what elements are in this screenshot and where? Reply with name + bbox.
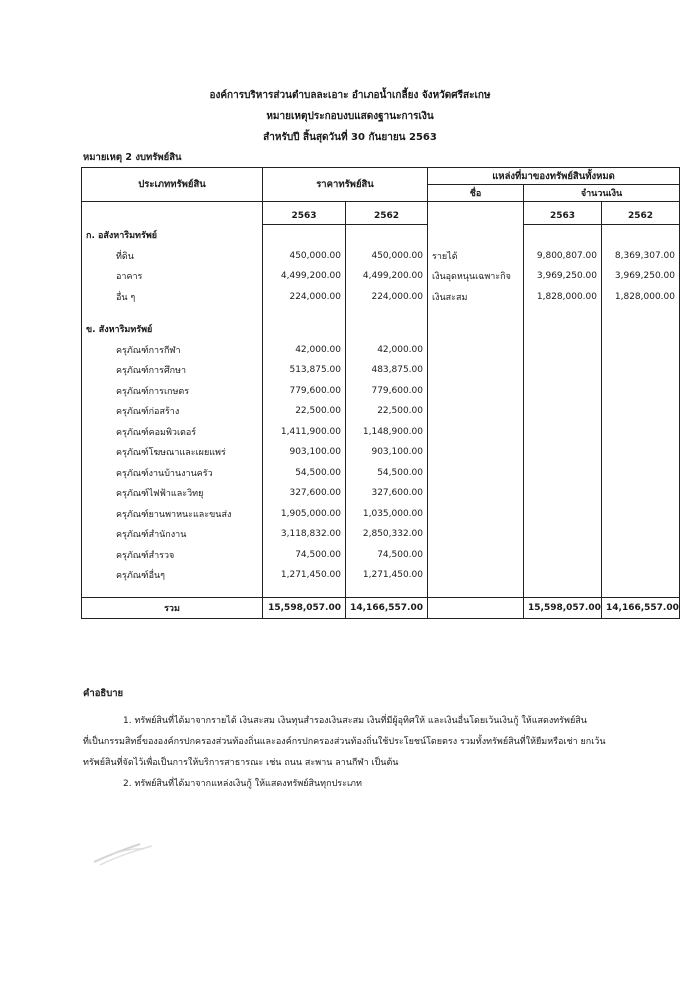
source-name <box>428 524 524 545</box>
year-2563-amount: 2563 <box>524 208 602 225</box>
source-amount-2562: 8,369,307.00 <box>602 246 680 267</box>
asset-value-2562: 1,148,900.00 <box>346 422 428 443</box>
source-amount-2563 <box>524 545 602 566</box>
header-asset-type: ประเภททรัพย์สิน <box>82 168 263 202</box>
asset-label: ครุภัณฑ์ไฟฟ้าและวิทยุ <box>82 483 263 504</box>
header-source-all: แหล่งที่มาของทรัพย์สินทั้งหมด <box>428 168 680 185</box>
source-amount-2562 <box>602 545 680 566</box>
asset-value-2563: 1,271,450.00 <box>263 565 346 586</box>
table-row <box>82 524 680 545</box>
source-name <box>428 340 524 361</box>
year-2563-value: 2563 <box>263 208 346 225</box>
explanation-p2: 2. ทรัพย์สินที่ได้มาจากแหล่งเงินกู้ ให้แสดงทรัพย์สินทุกประเภท <box>123 779 362 789</box>
explanation-p1-line2: ที่เป็นกรรมสิทธิ์ขององค์กรปกครองส่วนท้องถิ่นและองค์กรปกครองส่วนท้องถิ่นใช้ประโยชน์โดยตรง รวมทั้งทรัพย์สินที่ให้ยืมหรือเช่า ยกเว้น <box>83 737 606 747</box>
year-row <box>82 208 680 225</box>
source-amount-2563 <box>524 463 602 484</box>
asset-value-2562: 22,500.00 <box>346 401 428 422</box>
header-asset-value: ราคาทรัพย์สิน <box>263 168 428 202</box>
source-amount-2562 <box>602 340 680 361</box>
asset-value-2563: 22,500.00 <box>263 401 346 422</box>
total-amount-2563: 15,598,057.00 <box>524 597 602 618</box>
table-row <box>82 545 680 566</box>
source-amount-2562 <box>602 463 680 484</box>
total-row <box>82 597 680 618</box>
asset-label: ครุภัณฑ์อื่นๆ <box>82 565 263 586</box>
source-amount-2563 <box>524 360 602 381</box>
source-name <box>428 442 524 463</box>
source-name <box>428 565 524 586</box>
asset-value-2563: 4,499,200.00 <box>263 266 346 287</box>
asset-label: ครุภัณฑ์การศึกษา <box>82 360 263 381</box>
total-value-2563: 15,598,057.00 <box>263 597 346 618</box>
table-row <box>82 422 680 443</box>
explanation-title: คำอธิบาย <box>83 688 124 699</box>
org-title: องค์การบริหารส่วนตำบลละเอาะ อำเภอน้ำเกลี้ยง จังหวัดศรีสะเกษ <box>209 90 491 101</box>
source-name <box>428 401 524 422</box>
asset-value-2562: 2,850,332.00 <box>346 524 428 545</box>
source-name <box>428 504 524 525</box>
header-amount: จำนวนเงิน <box>524 185 680 202</box>
source-amount-2563 <box>524 381 602 402</box>
source-amount-2563: 3,969,250.00 <box>524 266 602 287</box>
table-row <box>82 483 680 504</box>
source-amount-2562: 1,828,000.00 <box>602 287 680 308</box>
table-row <box>82 246 680 267</box>
table-row <box>82 442 680 463</box>
table-row <box>82 401 680 422</box>
asset-value-2563: 450,000.00 <box>263 246 346 267</box>
source-amount-2563: 1,828,000.00 <box>524 287 602 308</box>
source-amount-2563 <box>524 483 602 504</box>
total-amount-2562: 14,166,557.00 <box>602 597 680 618</box>
asset-value-2562: 74,500.00 <box>346 545 428 566</box>
asset-label: ที่ดิน <box>82 246 263 267</box>
asset-label: ครุภัณฑ์สำนักงาน <box>82 524 263 545</box>
source-name: เงินอุดหนุนเฉพาะกิจ <box>428 266 524 287</box>
source-amount-2562 <box>602 360 680 381</box>
source-amount-2563 <box>524 504 602 525</box>
asset-label: ครุภัณฑ์การเกษตร <box>82 381 263 402</box>
explanation-p1-line1: 1. ทรัพย์สินที่ได้มาจากรายได้ เงินสะสม เงินทุนสำรองเงินสะสม เงินที่มีผู้อุทิศให้ และเงินอื่นโดยเว้นเงินกู้ ให้แสดงทรัพย์สิน <box>123 716 587 726</box>
source-amount-2563: 9,800,807.00 <box>524 246 602 267</box>
asset-label: อาคาร <box>82 266 263 287</box>
source-amount-2563 <box>524 340 602 361</box>
asset-value-2563: 224,000.00 <box>263 287 346 308</box>
asset-value-2562: 224,000.00 <box>346 287 428 308</box>
source-name <box>428 422 524 443</box>
source-amount-2562 <box>602 401 680 422</box>
table-row <box>82 266 680 287</box>
asset-value-2562: 779,600.00 <box>346 381 428 402</box>
asset-value-2563: 54,500.00 <box>263 463 346 484</box>
asset-value-2563: 903,100.00 <box>263 442 346 463</box>
table-row <box>82 340 680 361</box>
asset-value-2563: 74,500.00 <box>263 545 346 566</box>
asset-value-2562: 1,035,000.00 <box>346 504 428 525</box>
source-name <box>428 545 524 566</box>
source-amount-2563 <box>524 442 602 463</box>
asset-label: ครุภัณฑ์งานบ้านงานครัว <box>82 463 263 484</box>
note-label: หมายเหตุ 2 งบทรัพย์สิน <box>83 152 182 163</box>
total-value-2562: 14,166,557.00 <box>346 597 428 618</box>
asset-value-2562: 4,499,200.00 <box>346 266 428 287</box>
asset-label: ครุภัณฑ์ยานพาหนะและขนส่ง <box>82 504 263 525</box>
source-name <box>428 360 524 381</box>
source-name <box>428 483 524 504</box>
report-period: สำหรับปี สิ้นสุดวันที่ 30 กันยายน 2563 <box>263 132 437 143</box>
table-row <box>82 381 680 402</box>
source-amount-2562: 3,969,250.00 <box>602 266 680 287</box>
source-amount-2562 <box>602 565 680 586</box>
source-name: เงินสะสม <box>428 287 524 308</box>
source-amount-2562 <box>602 483 680 504</box>
asset-table <box>81 167 680 619</box>
asset-value-2563: 327,600.00 <box>263 483 346 504</box>
source-amount-2562 <box>602 504 680 525</box>
asset-value-2562: 903,100.00 <box>346 442 428 463</box>
source-amount-2563 <box>524 422 602 443</box>
asset-label: ครุภัณฑ์การกีฬา <box>82 340 263 361</box>
source-name <box>428 463 524 484</box>
asset-label: ครุภัณฑ์ก่อสร้าง <box>82 401 263 422</box>
section-heading-row <box>82 319 680 340</box>
asset-label: ครุภัณฑ์คอมพิวเตอร์ <box>82 422 263 443</box>
total-label: รวม <box>82 597 263 618</box>
table-row <box>82 565 680 586</box>
asset-value-2562: 1,271,450.00 <box>346 565 428 586</box>
asset-value-2563: 779,600.00 <box>263 381 346 402</box>
total-source-blank <box>428 597 524 618</box>
source-amount-2563 <box>524 565 602 586</box>
source-amount-2562 <box>602 524 680 545</box>
source-name <box>428 381 524 402</box>
source-amount-2563 <box>524 524 602 545</box>
scan-smudge-mark <box>92 838 162 868</box>
source-amount-2562 <box>602 442 680 463</box>
asset-label: ครุภัณฑ์โฆษณาและเผยแพร่ <box>82 442 263 463</box>
asset-value-2562: 54,500.00 <box>346 463 428 484</box>
source-name: รายได้ <box>428 246 524 267</box>
year-2562-value: 2562 <box>346 208 428 225</box>
table-row <box>82 287 680 308</box>
asset-value-2562: 327,600.00 <box>346 483 428 504</box>
source-amount-2562 <box>602 381 680 402</box>
asset-value-2563: 1,905,000.00 <box>263 504 346 525</box>
table-row <box>82 360 680 381</box>
source-amount-2562 <box>602 422 680 443</box>
explanation-p1-line3: ทรัพย์สินที่จัดไว้เพื่อเป็นการให้บริการสาธารณะ เช่น ถนน สะพาน ลานกีฬา เป็นต้น <box>83 758 399 768</box>
header-source-name: ชื่อ <box>428 185 524 202</box>
asset-label: ครุภัณฑ์สำรวจ <box>82 545 263 566</box>
asset-value-2563: 42,000.00 <box>263 340 346 361</box>
year-2562-amount: 2562 <box>602 208 680 225</box>
section-heading-row <box>82 225 680 246</box>
asset-value-2562: 483,875.00 <box>346 360 428 381</box>
asset-value-2562: 42,000.00 <box>346 340 428 361</box>
asset-value-2562: 450,000.00 <box>346 246 428 267</box>
report-subtitle: หมายเหตุประกอบงบแสดงฐานะการเงิน <box>266 111 434 122</box>
table-row <box>82 463 680 484</box>
source-amount-2563 <box>524 401 602 422</box>
table-header-row <box>82 168 680 185</box>
asset-value-2563: 1,411,900.00 <box>263 422 346 443</box>
section-title: ข. สังหาริมทรัพย์ <box>82 319 263 340</box>
asset-value-2563: 3,118,832.00 <box>263 524 346 545</box>
asset-value-2563: 513,875.00 <box>263 360 346 381</box>
table-row <box>82 504 680 525</box>
asset-label: อื่น ๆ <box>82 287 263 308</box>
section-title: ก. อสังหาริมทรัพย์ <box>82 225 263 246</box>
